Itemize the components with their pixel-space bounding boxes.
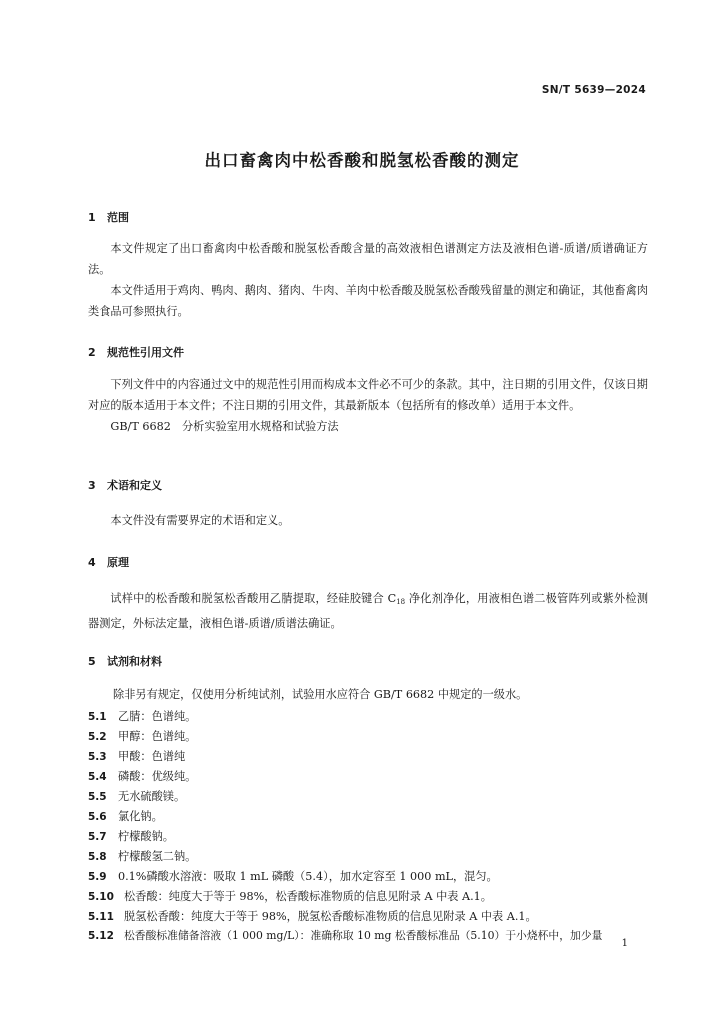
reagent-item bbox=[88, 788, 185, 804]
principle-text-part-2: 净化剂净化，用液相色谱二极管阵列或紫外检测器测定，外标法定量，液相色谱-质谱/质谱法确证。 bbox=[88, 592, 649, 630]
section-title: 规范性引用文件 bbox=[107, 346, 184, 359]
section-title: 试剂和材料 bbox=[107, 655, 162, 668]
reagent-item bbox=[88, 828, 174, 844]
item-number: 5.1 bbox=[88, 711, 107, 723]
document-title: 出口畜禽肉中松香酸和脱氢松香酸的测定 bbox=[204, 151, 520, 170]
principle-paragraph bbox=[88, 588, 648, 634]
reagent-item bbox=[88, 768, 196, 784]
principle-text-part-1: 试样中的松香酸和脱氢松香酸用乙腈提取，经硅胶键合 C bbox=[110, 592, 397, 605]
scope-paragraph-1: 本文件规定了出口畜禽肉中松香酸和脱氢松香酸含量的高效液相色谱测定方法及液相色谱-质谱/质谱确证方法。 bbox=[88, 242, 648, 276]
terms-body bbox=[88, 510, 648, 531]
item-number: 5.4 bbox=[88, 771, 107, 783]
item-number: 5.9 bbox=[88, 871, 107, 883]
reagent-item bbox=[88, 728, 196, 744]
section-heading-normative-references bbox=[88, 344, 184, 360]
item-number: 5.12 bbox=[88, 930, 114, 942]
c18-subscript: 18 bbox=[396, 598, 406, 606]
scope-body bbox=[88, 238, 648, 322]
item-text: 松香酸：纯度大于等于 98%，松香酸标准物质的信息见附录 A 中表 A.1。 bbox=[124, 890, 492, 903]
item-text: 无水硫酸镁。 bbox=[118, 790, 186, 803]
reagent-item bbox=[88, 868, 498, 884]
reagent-item bbox=[88, 908, 537, 924]
reagent-item bbox=[88, 748, 185, 764]
item-text: 0.1%磷酸水溶液：吸取 1 mL 磷酸（5.4），加水定容至 1 000 mL，混匀。 bbox=[118, 870, 498, 883]
item-text: 柠檬酸氢二钠。 bbox=[118, 850, 197, 863]
item-text: 甲酸：色谱纯 bbox=[118, 750, 186, 763]
item-number: 5.2 bbox=[88, 731, 107, 743]
section-number: 3 bbox=[88, 479, 96, 492]
section-heading-scope bbox=[88, 209, 129, 225]
section-title: 术语和定义 bbox=[107, 479, 162, 492]
item-text: 柠檬酸钠。 bbox=[118, 830, 174, 843]
references-paragraph: 下列文件中的内容通过文中的规范性引用而构成本文件必不可少的条款。其中，注日期的引用文件，仅该日期对应的版本适用于本文件；不注日期的引用文件，其最新版本（包括所有的修改单）适用于本文件。 bbox=[88, 378, 648, 412]
section-title: 范围 bbox=[107, 211, 129, 224]
section-heading-reagents bbox=[88, 653, 162, 669]
reagent-item bbox=[88, 708, 196, 724]
section-number: 4 bbox=[88, 556, 96, 569]
item-text: 松香酸标准储备溶液（1 000 mg/L）：准确称取 10 mg 松香酸标准品（5.10）于小烧杯中，加少量 bbox=[124, 929, 603, 942]
reference-item: GB/T 6682 分析实验室用水规格和试验方法 bbox=[110, 420, 339, 433]
item-number: 5.10 bbox=[88, 891, 114, 903]
reagent-item bbox=[88, 928, 602, 943]
section-heading-terms bbox=[88, 477, 162, 493]
principle-body bbox=[88, 588, 648, 634]
reagent-item bbox=[88, 808, 163, 824]
page-number: 1 bbox=[621, 938, 628, 949]
reagents-intro: 除非另有规定，仅使用分析纯试剂，试验用水应符合 GB/T 6682 中规定的一级水。 bbox=[113, 688, 528, 701]
item-text: 氯化钠。 bbox=[118, 810, 163, 823]
section-title: 原理 bbox=[107, 556, 129, 569]
section-heading-principle bbox=[88, 554, 129, 570]
item-number: 5.3 bbox=[88, 751, 107, 763]
section-number: 1 bbox=[88, 211, 96, 224]
terms-paragraph: 本文件没有需要界定的术语和定义。 bbox=[110, 514, 290, 527]
scope-paragraph-2: 本文件适用于鸡肉、鸭肉、鹅肉、猪肉、牛肉、羊肉中松香酸及脱氢松香酸残留量的测定和确证，其他畜禽肉类食品可参照执行。 bbox=[88, 284, 648, 318]
item-number: 5.8 bbox=[88, 851, 107, 863]
item-number: 5.7 bbox=[88, 831, 107, 843]
item-text: 甲醇：色谱纯。 bbox=[118, 730, 197, 743]
item-text: 磷酸：优级纯。 bbox=[118, 770, 197, 783]
reagent-item bbox=[88, 848, 196, 864]
section-number: 5 bbox=[88, 655, 96, 668]
item-number: 5.6 bbox=[88, 811, 107, 823]
standard-code: SN/T 5639—2024 bbox=[541, 84, 646, 96]
item-number: 5.11 bbox=[88, 911, 114, 923]
item-text: 脱氢松香酸：纯度大于等于 98%，脱氢松香酸标准物质的信息见附录 A 中表 A.1。 bbox=[124, 910, 537, 923]
reagent-item bbox=[88, 888, 492, 904]
references-body bbox=[88, 374, 648, 437]
item-number: 5.5 bbox=[88, 791, 107, 803]
item-text: 乙腈：色谱纯。 bbox=[118, 710, 197, 723]
section-number: 2 bbox=[88, 346, 96, 359]
